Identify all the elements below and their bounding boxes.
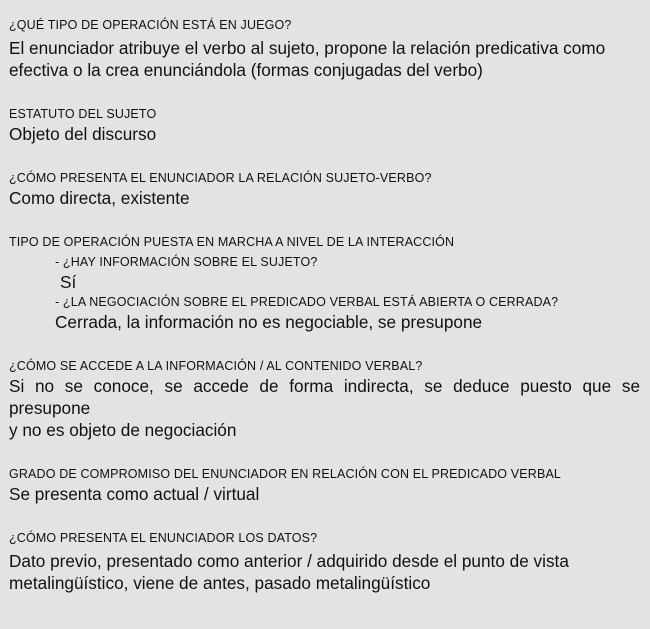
section-answer-line: Dato previo, presentado como anterior / adquirido desde el punto de vista xyxy=(9,551,569,571)
section-answer-line: Si no se conoce, se accede de forma indirecta, se deduce puesto que se presupone xyxy=(9,376,640,418)
sub-answer: Sí xyxy=(60,272,77,292)
sub-question: - ¿HAY INFORMACIÓN SOBRE EL SUJETO? xyxy=(55,255,318,269)
section-commitment-degree xyxy=(9,466,640,505)
section-heading: TIPO DE OPERACIÓN PUESTA EN MARCHA A NIVEL DE LA INTERACCIÓN xyxy=(9,235,455,249)
section-interaction-operation xyxy=(9,234,640,333)
section-operation-type xyxy=(9,17,640,81)
section-answer-line: Como directa, existente xyxy=(9,188,190,208)
section-heading: ¿CÓMO PRESENTA EL ENUNCIADOR LOS DATOS? xyxy=(9,531,318,545)
section-heading: GRADO DE COMPROMISO DEL ENUNCIADOR EN RELACIÓN CON EL PREDICADO VERBAL xyxy=(9,467,562,481)
section-answer-line: metalingüístico, viene de antes, pasado metalingüístico xyxy=(9,573,431,593)
section-answer-line: efectiva o la crea enunciándola (formas conjugadas del verbo) xyxy=(9,60,483,80)
sub-question: - ¿LA NEGOCIACIÓN SOBRE EL PREDICADO VERBAL ESTÁ ABIERTA O CERRADA? xyxy=(55,295,559,309)
section-heading: ¿CÓMO PRESENTA EL ENUNCIADOR LA RELACIÓN SUJETO-VERBO? xyxy=(9,171,432,185)
section-heading: ¿CÓMO SE ACCEDE A LA INFORMACIÓN / AL CONTENIDO VERBAL? xyxy=(9,359,423,373)
section-answer-line: Objeto del discurso xyxy=(9,124,157,144)
section-heading: ¿QUÉ TIPO DE OPERACIÓN ESTÁ EN JUEGO? xyxy=(9,18,292,32)
section-answer-line: Se presenta como actual / virtual xyxy=(9,484,260,504)
sub-answer: Cerrada, la información no es negociable, se presupone xyxy=(55,312,483,332)
section-subject-verb-relation xyxy=(9,170,640,209)
section-answer-line: y no es objeto de negociación xyxy=(9,420,237,440)
section-answer-line: El enunciador atribuye el verbo al sujeto, propone la relación predicativa como xyxy=(9,38,606,58)
section-heading: ESTATUTO DEL SUJETO xyxy=(9,107,157,121)
section-subject-status xyxy=(9,106,640,145)
section-data-presentation xyxy=(9,530,640,594)
section-information-access xyxy=(9,358,640,441)
